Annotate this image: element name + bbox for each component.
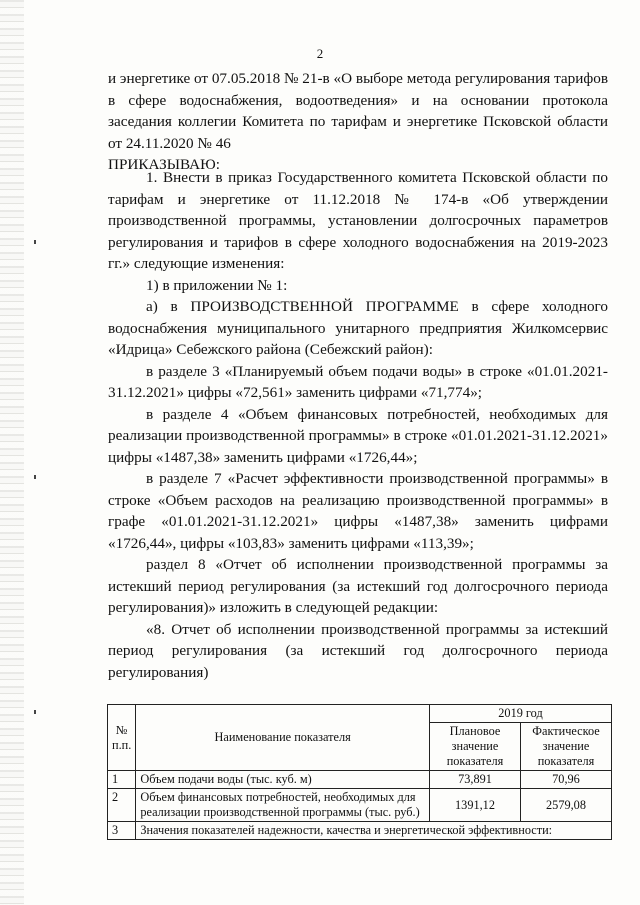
table-header-row — [108, 705, 612, 723]
paragraph-section-3: в разделе 3 «Планируемый объем подачи воды» в строке «01.01.2021-31.12.2021» цифры «72,561» заменить цифрами «71,774»; — [108, 362, 608, 401]
header-number: № п.п. — [108, 705, 136, 771]
header-fact: Фактическое значение показателя — [521, 723, 612, 771]
row-number: 1 — [108, 771, 136, 789]
table-row — [108, 771, 612, 789]
body-block — [108, 167, 608, 683]
scan-edge-noise — [0, 0, 24, 905]
table-row — [108, 822, 612, 840]
paragraph-amend: 1. Внести в приказ Государственного комитета Псковской области по тарифам и энергетике от 11.12.2018 № 174-в «Об утверждении производственной программы, установлении долгосрочных параметров регулирования и тарифов в сфере холодного водоснабжения на 2019-2023 гг.» следующие изменения: — [108, 169, 608, 272]
header-plan: Плановое значение показателя — [430, 723, 521, 771]
paragraph-section-7: в разделе 7 «Расчет эффективности производственной программы» в строке «Объем расходов на реализацию производственной программы» в графе «01.01.2021-31.12.2021» цифры «1487,38» заменить цифрами «1726,44», цифры «103,83» заменить цифрами «113,39»; — [108, 470, 608, 552]
intro-block — [108, 68, 608, 176]
table-row — [108, 789, 612, 822]
header-year: 2019 год — [430, 705, 612, 723]
row-name: Объем финансовых потребностей, необходимых для реализации производственной программы (тыс. руб.) — [136, 789, 430, 822]
row-plan: 73,891 — [430, 771, 521, 789]
paragraph-section-4: в разделе 4 «Объем финансовых потребностей, необходимых для реализации производственной программы» в строке «01.01.2021-31.12.2021» цифры «1487,38» заменить цифрами «1726,44»; — [108, 405, 608, 466]
paragraph-report-heading: «8. Отчет об исполнении производственной программы за истекший период регулирования (за истекший год долгосрочного периода регулирования) — [108, 620, 608, 681]
header-name: Наименование показателя — [136, 705, 430, 771]
row-fact: 2579,08 — [521, 789, 612, 822]
scan-mark — [34, 240, 36, 244]
scan-mark — [34, 710, 36, 714]
paragraph-section-8: раздел 8 «Отчет об исполнении производственной программы за истекший период регулирования (за истекший год долгосрочного периода регулирования)» изложить в следующей редакции: — [108, 556, 608, 616]
report-table — [107, 704, 612, 840]
row-number: 2 — [108, 789, 136, 822]
paragraph-program: а) в ПРОИЗВОДСТВЕННОЙ ПРОГРАММЕ в сфере холодного водоснабжения муниципального унитарного предприятия Жилкомсервис «Идрица» Себежского района (Себежский район): — [108, 298, 608, 358]
row-number: 3 — [108, 822, 136, 840]
page-number: 2 — [316, 46, 324, 61]
order-word: ПРИКАЗЫВАЮ: — [108, 156, 220, 173]
row-section-text: Значения показателей надежности, качества и энергетической эффективности: — [136, 822, 612, 840]
scan-mark — [34, 475, 36, 479]
row-fact: 70,96 — [521, 771, 612, 789]
top-paragraph: и энергетике от 07.05.2018 № 21-в «О выборе метода регулирования тарифов в сфере водоснабжения, водоотведения» и на основании протокола заседания коллегии Комитета по тарифам и энергетике Псковской области от 24.11.2020 № 46 — [108, 70, 608, 152]
row-plan: 1391,12 — [430, 789, 521, 822]
paragraph-appendix: 1) в приложении № 1: — [146, 276, 288, 294]
row-name: Объем подачи воды (тыс. куб. м) — [136, 771, 430, 789]
